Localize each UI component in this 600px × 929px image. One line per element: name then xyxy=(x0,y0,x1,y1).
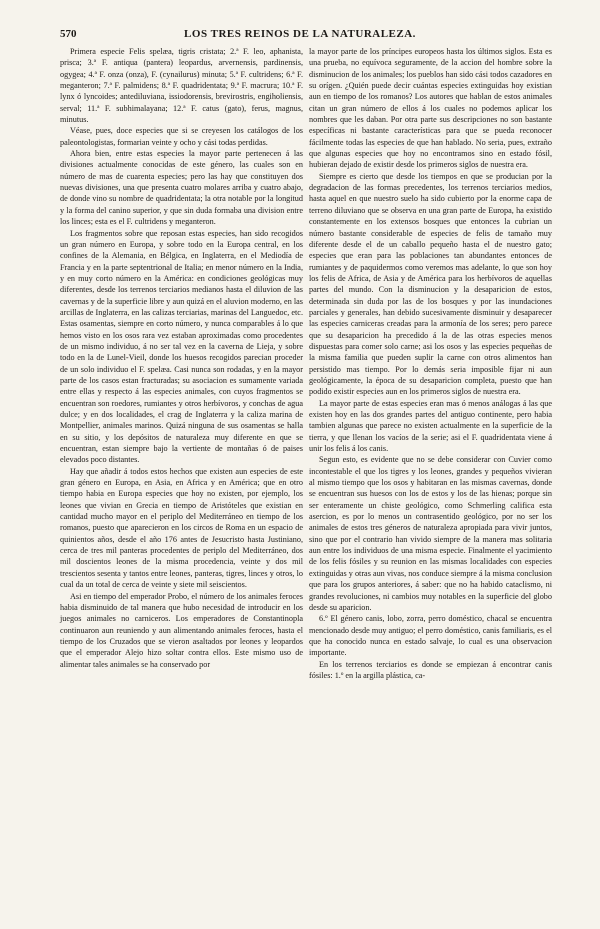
paragraph: En los terrenos terciarios es donde se empiezan á encontrar canis fósiles: 1.º en la argilla plástica, ca- xyxy=(309,659,552,680)
paragraph: Véase, pues, doce especies que si se creyesen los catálogos de los paleontologistas, formarian veinte y ocho y cási todas perdidas. xyxy=(60,126,303,147)
paragraph: Ahora bien, entre estas especies la mayor parte pertenecen á las divisiones actualmente conocidas de este género, las cuales son en número de mas de cuarenta especies; pero las hay que constituyen dos nuevas divisiones, una que presenta cuatro molares arriba y cuatro abajo, de donde vino su nombre de quadridentata; la otra notable por la longitud y la forma del canino superior, y que sin duda formaba una division entre los linces; esta es el F. cultridens y meganteron. xyxy=(60,149,303,227)
right-column xyxy=(309,46,552,681)
running-title: LOS TRES REINOS DE LA NATURALEZA. xyxy=(184,28,416,40)
paragraph: Los fragmentos sobre que reposan estas especies, han sido recogidos un gran número en Europa, y sobre todo en la Europa central, en los confines de la Alemania, en Bélgica, en Inglaterra, en el Mediodía de Francia y en la parte septentrional de Italia; en menor número en la India, y en muy corto número en la América: en condiciones geológicas muy diferentes, desde los terrenos terciarios medianos hasta el diluvion de las cavernas y de la superficie libre y aun quizá en el aluvion moderno, en las arcillas de Inglaterra, en las calizas terciarias, marinas del Languedoc, etc. Estas osamentas, siempre en corto número, y nunca comparables á lo que hemos visto en los osos rara vez estaban aproximadas como procedentes de un mismo individuo, á no ser tal vez en la caverna de Lieja, y sobre todo en la de Lunel-Vieil, donde los huesos recogidos parecian proceder de un solo individuo el F. spelæa. Casi nunca son rodadas, y en la mayor parte de los casos estan fracturadas; su asociacion es sumamente variada entre ellas y respecto á las especies animales, con cuyos fragmentos se encuentran son roedores, rumiantes y otros herbívoros, y conchas de agua dulce; y en dos localidades, el crag de Inglaterra y la caliza marina de Montpellier, animales marinos. Quizá ninguna de sus osamentas se halla en su sitio, y los depósitos de naturaleza muy diferente en que se encuentran, estan siempre bajo la vertiente de montañas ó de paises elevados poco distantes. xyxy=(60,228,303,465)
paragraph: Primera especie Felis spelæa, tigris cristata; 2.ª F. leo, aphanista, prisca; 3.ª F. antiqua (pantera) leopardus, arvernensis, pardinensis, ogygea; 4.ª F. onza (onza), F. (cynailurus) minuta; 5.ª F. cultridens; 6.ª F. meganteron; 7.ª F. palmidens; 8.ª F. quadridentata; 9.ª F. macrura; 10.ª F. lynx ó lyncoides; antediluviana, issiodorensis, brevirostris, engiholiensis, serval; 11.ª F. subhimalayana; 12.ª F. catus (gato), ferus, magnus, minutus. xyxy=(60,47,303,125)
paragraph: Segun esto, es evidente que no se debe considerar con Cuvier como incontestable el que los tigres y los leones, grandes y pequeños vivieran al mismo tiempo que los osos y habitaran en las mismas cavernas, donde se encuentran sus huesos con los de estos y los de las hienas; porque sin ser enteramente un chiste geológico, como Schmerling califica esta asercion, es por lo menos un contrasentido geológico, por no ser los animales de estos tres géneros de naturaleza apropiada para vivir juntos, sino que por el contrario han vivido siempre de la manera mas solitaria aun entre los individuos de una misma especie. Finalmente el yacimiento de los felis fósiles y su reunion en las mismas localidades con especies extinguidas y otras aun vivas, nos conduce siempre á la misma conclusion que para los grupos anteriores, á saber: que no ha habido cataclismo, ni grandes revoluciones, ni cambios muy notables en la superficie del globo desde su aparicion. xyxy=(309,455,552,612)
paragraph: La mayor parte de estas especies eran mas ó menos análogas á las que existen hoy en las dos grandes partes del antiguo continente, pero habia tambien algunas que parece no existen actualmente en la superficie de la tierra, y que llenan los vacíos de la serie; asi el F. quadridentata viene á unir los felis á los canis. xyxy=(309,398,552,454)
paragraph: la mayor parte de los príncipes europeos hasta los últimos siglos. Esta es una prueba, no equívoca seguramente, de la accion del hombre sobre la disminucion de los animales; los pueblos han sido cási todos cazadores en su orígen. ¿Quién puede decir cuántas especies extinguidas hoy existian aun en tiempo de los romanos? Los autores que hablan de estos animales citan un gran número de ellos á los cuales no podemos aplicar los nombres que les daban. Por otra parte sus descripciones no son bastante específicas ni bastante características para que se pueda reconocer fácilmente todas las especies de que han hablado. No seria, pues, extraño que algunas especies que hoy no encontramos sino en estado fósil, hubieran dejado de existir desde los primeros siglos de nuestra era. xyxy=(309,47,552,170)
left-column xyxy=(60,46,303,670)
paragraph: 6.º El género canis, lobo, zorra, perro doméstico, chacal se encuentra mencionado desde muy antiguo; el perro doméstico, canis familiaris, es el que ha conocido nunca en estado salvaje, lo cual es una observacion importante. xyxy=(309,614,552,658)
paragraph: Asi en tiempo del emperador Probo, el número de los animales feroces habia disminuido de tal manera que hubo necesidad de introducir en los juegos animales no carniceros. Los emperadores de Constantinopla continuaron aun reuniendo y aun alimentando animales feroces, hasta el tiempo de los Cruzados que se vieron asaltados por leones y leopardos que el emperador Alejo hizo soltar contra ellos. Este mismo uso de alimentar tales animales se ha conservado por xyxy=(60,591,303,669)
paragraph: Hay que añadir á todos estos hechos que existen aun especies de este gran género en Europa, en Asia, en Africa y en América; que en otro tiempo habia en Europa especies que hoy no existen, por ejemplo, los leones que vivian en Grecia en tiempo de Aristóteles que existian en cantidad mucho mayor en el periplo del Mediterráneo en tiempo de los romanos, puesto que aparecieron en los circos de Roma en un espacio de quinientos años, desde el año 176 antes de Jesucristo hasta Justiniano, cerca de tres mil panteras procedentes de periplo del Mediterráneo, dos mil doscientos leones de la misma procedencia, veinte y dos mil trescientos sesenta y tantos entre leones, panteras, tigres, linces y otros, lo cual da un total de cerca de veinte y siete mil seiscientos. xyxy=(60,466,303,590)
page-number: 570 xyxy=(60,28,77,40)
paragraph: Siempre es cierto que desde los tiempos en que se producian por la degradacion de las formas precedentes, los terrenos terciarios medios, hasta aquel en que nuestro suelo ha sido cubierto por la enorme capa de terreno diluviano que se observa en una gran parte de Europa, ha existido constantemente en los extensos bosques que entonces la cubrian un número bastante considerable de especies de felis de tamaño muy diferente desde el de un caballo pequeño hasta el de nuestro gato; especies que eran para las poblaciones tan abundantes entonces de rumiantes y de paquidermos como veremos mas adelante, lo que son hoy los felis de Africa, de Asia y de América para los herbívoros de aquellas partes del mundo. Con la disminucion y la desaparicion de estos, determinada sin duda por las de los bosques y por las inundaciones parciales y generales, han debido sucesivamente disminuir y desaparecer las especies carniceras creadas para la armonía de los seres; pero parece que su desaparicion ha precedido á la de las otras especies menos dispuestas para comer solo carne; asi los osos y las especies pequeñas de la misma familia que pueden suplir la carne con otros alimentos han persistido mas tiempo. Por lo demás seria imposible fijar ni aun geológicamente, la época de su desaparicion completa, puesto que han podido existir especies aun en los primeros siglos de nuestra era. xyxy=(309,171,552,397)
page-header xyxy=(0,28,600,42)
